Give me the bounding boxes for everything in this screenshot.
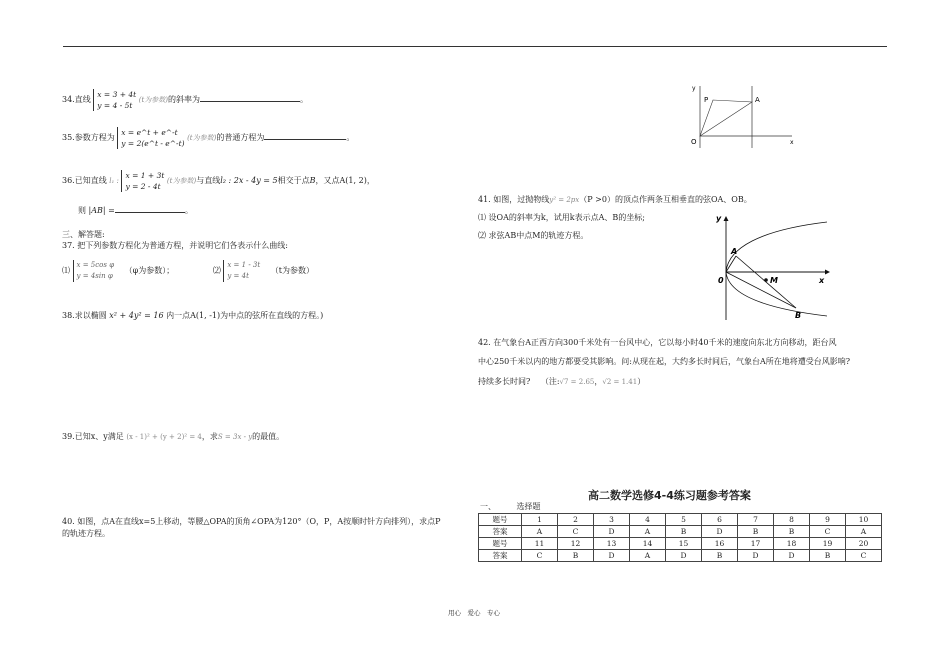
equation-line: y = 2 - 4t [125, 182, 161, 191]
punctuation: ） [637, 377, 646, 386]
part-label: ⑵ [212, 266, 221, 275]
point-label: B [309, 176, 316, 185]
answer-blank [115, 212, 185, 213]
question-34 [62, 89, 308, 111]
table-cell: 6 [702, 514, 738, 526]
question-40: 40. 如图，点A在直线x=5上移动，等腰△OPA的顶角∠OPA为120°（O，P，A按顺时针方向排列），求点P [62, 517, 441, 526]
table-cell: 2 [558, 514, 594, 526]
table-cell: C [846, 550, 882, 562]
question-text: 参数方程为 [74, 133, 115, 142]
table-cell: 13 [594, 538, 630, 550]
point-a-label: A [731, 247, 738, 256]
table-cell: 4 [630, 514, 666, 526]
table-cell: D [594, 526, 630, 538]
table-cell: A [522, 526, 558, 538]
equation-inline: y² = 2px [549, 196, 580, 204]
table-cell: B [810, 550, 846, 562]
table-cell: 17 [738, 538, 774, 550]
question-39 [62, 432, 284, 442]
answer-blank [264, 139, 346, 140]
table-row [479, 538, 882, 550]
header-rule [63, 46, 887, 47]
section-number: 一、 [480, 502, 496, 511]
table-cell: 20 [846, 538, 882, 550]
parameter-note: （t为参数） [270, 266, 314, 275]
table-cell: 10 [846, 514, 882, 526]
question-number: 35. [62, 133, 75, 142]
question-text: ，又点 [315, 176, 340, 185]
table-cell: 9 [810, 514, 846, 526]
triangle-opa [700, 100, 752, 136]
question-text: 直线 [74, 95, 91, 104]
equation-line: x = 5cos φ [76, 261, 115, 269]
equation-inline: √2 = 1.41 [602, 378, 638, 386]
question-37-parts [62, 260, 314, 282]
row-header: 题号 [479, 538, 522, 550]
question-42-line3: 持续多长时间? （注:√7 = 2.65，√2 = 1.41） [478, 377, 646, 386]
parabola-upper [726, 222, 827, 272]
answer-blank [200, 101, 300, 102]
table-cell: B [738, 526, 774, 538]
equation-line: x = 3 + 4t [97, 90, 137, 99]
section-label: 选择题 [516, 502, 541, 511]
table-cell: 3 [594, 514, 630, 526]
parameter-note: （φ为参数）； [124, 266, 175, 275]
row-header: 答案 [479, 526, 522, 538]
equation-inline: l₂ : 2x - 4y = 5 [220, 176, 278, 185]
table-cell: B [702, 550, 738, 562]
question-text: 则 [78, 206, 86, 215]
question-number: 34. [62, 95, 75, 104]
x-axis-label: x [819, 276, 825, 285]
table-cell: C [558, 526, 594, 538]
equation-line: x = 1 - 3t [227, 261, 261, 269]
question-38 [62, 311, 323, 321]
row-header: 答案 [479, 550, 522, 562]
table-cell: C [522, 550, 558, 562]
table-row [479, 550, 882, 562]
origin-label: O [691, 138, 697, 146]
table-cell: 19 [810, 538, 846, 550]
question-text: 与直线 [196, 176, 221, 185]
table-cell: D [666, 550, 702, 562]
question-41-part1: ⑴ 设OA的斜率为k，试用k表示点A、B的坐标; [478, 213, 645, 222]
punctuation: 。 [300, 95, 309, 104]
question-text: 41. 如图，过抛物线 [478, 195, 550, 204]
table-cell: 12 [558, 538, 594, 550]
table-cell: 16 [702, 538, 738, 550]
question-text: 相交于点 [277, 176, 310, 185]
question-40-line2: 的轨迹方程。 [62, 529, 110, 538]
page-footer: 用心 爱心 专心 [448, 609, 500, 617]
table-cell: 15 [666, 538, 702, 550]
equation-system [73, 260, 115, 282]
table-row [479, 526, 882, 538]
table-cell: 14 [630, 538, 666, 550]
equation-line: y = 4sin φ [76, 272, 113, 280]
question-36-line2 [78, 206, 193, 216]
table-cell: D [738, 550, 774, 562]
point-m-label: M [770, 276, 778, 285]
section-heading: 三、解答题: [62, 230, 105, 239]
punctuation: 。 [184, 206, 193, 215]
equation-system [121, 170, 164, 192]
table-cell: 8 [774, 514, 810, 526]
question-36 [62, 170, 375, 192]
question-37: 37. 把下列参数方程化为普通方程，并说明它们各表示什么曲线: [62, 241, 288, 250]
table-cell: 1 [522, 514, 558, 526]
punctuation: ， [366, 176, 375, 185]
question-text: 的最值。 [252, 432, 285, 441]
x-axis-label: x [790, 139, 794, 146]
table-cell: A [846, 526, 882, 538]
parameter-note: (t为参数) [166, 177, 197, 185]
y-axis-label: y [692, 85, 696, 92]
figure-40 [680, 80, 800, 150]
figure-41 [700, 208, 835, 323]
parameter-note: (t为参数) [138, 96, 169, 104]
question-41-part2: ⑵ 求弦AB中点M的轨迹方程。 [478, 231, 589, 240]
y-axis-label: y [716, 214, 722, 223]
table-cell: 7 [738, 514, 774, 526]
question-text: 的普通方程为 [216, 133, 265, 142]
equation-system [223, 260, 260, 282]
equation-line: y = 4 - 5t [97, 101, 133, 110]
equation-line: x = 1 + 3t [125, 171, 165, 180]
midpoint-m [764, 278, 768, 282]
question-text: ，求 [201, 432, 218, 441]
x-arrow-icon [825, 270, 830, 275]
question-text: 持续多长时间? [478, 377, 531, 386]
line-label: l₁ : [109, 177, 119, 185]
question-text: 的斜率为 [168, 95, 201, 104]
equation-inline: √7 = 2.65 [559, 378, 595, 386]
table-cell: 11 [522, 538, 558, 550]
table-row [479, 514, 882, 526]
equation-inline: (x - 1)² + (y + 2)² = 4 [126, 433, 202, 441]
question-41 [478, 195, 752, 205]
table-cell: 18 [774, 538, 810, 550]
answers-section-heading [480, 502, 541, 512]
answers-title: 高二数学选修4-4练习题参考答案 [588, 489, 751, 502]
point-a-label: A [755, 96, 760, 104]
table-cell: C [810, 526, 846, 538]
parameter-note: (t为参数) [187, 134, 217, 142]
table-cell: D [774, 550, 810, 562]
point-p-label: P [704, 96, 709, 104]
equation-line: x = e^t + e^-t [121, 128, 178, 137]
equation-system [93, 89, 136, 111]
question-text: 内一点A(1, -1)为中点的弦所在直线的方程。) [166, 311, 324, 320]
row-header: 题号 [479, 514, 522, 526]
answer-table [478, 513, 882, 562]
question-42-line2: 中心250千米以内的地方都要受其影响。问:从现在起，大约多长时间后，气象台A所在地将遭受台风影响? [478, 357, 851, 366]
question-text: 39.已知x、y满足 [62, 432, 124, 441]
question-text: 38.求以椭圆 [62, 311, 107, 320]
table-cell: 5 [666, 514, 702, 526]
equation-inline: S = 3x - y [217, 433, 253, 441]
equation-inline: x² + 4y² = 16 [109, 311, 164, 320]
table-cell: B [774, 526, 810, 538]
table-cell: A [630, 550, 666, 562]
point-label: A(1, 2) [339, 176, 367, 185]
y-arrow-icon [724, 216, 729, 221]
question-35 [62, 127, 354, 149]
table-cell: B [558, 550, 594, 562]
origin-label: 0 [718, 276, 724, 285]
punctuation: 。 [346, 133, 355, 142]
question-42: 42. 在气象台A正西方向300千米处有一台风中心，它以每小时40千米的速度向东北方向移动，距台风 [478, 338, 837, 347]
note-label: （注: [540, 377, 560, 386]
equation-line: y = 4t [227, 272, 249, 280]
equation-system [117, 127, 184, 149]
table-cell: A [630, 526, 666, 538]
equation-line: y = 2(e^t - e^-t) [121, 139, 185, 148]
table-cell: D [594, 550, 630, 562]
equation-inline: |AB| = [88, 206, 115, 215]
question-text: 已知直线 [74, 176, 107, 185]
question-text: （P >0）的顶点作两条互相垂直的弦OA、OB。 [579, 195, 752, 204]
table-cell: B [666, 526, 702, 538]
part-label: ⑴ [62, 266, 70, 275]
question-number: 36. [62, 176, 75, 185]
table-cell: D [702, 526, 738, 538]
point-b-label: B [795, 311, 802, 320]
